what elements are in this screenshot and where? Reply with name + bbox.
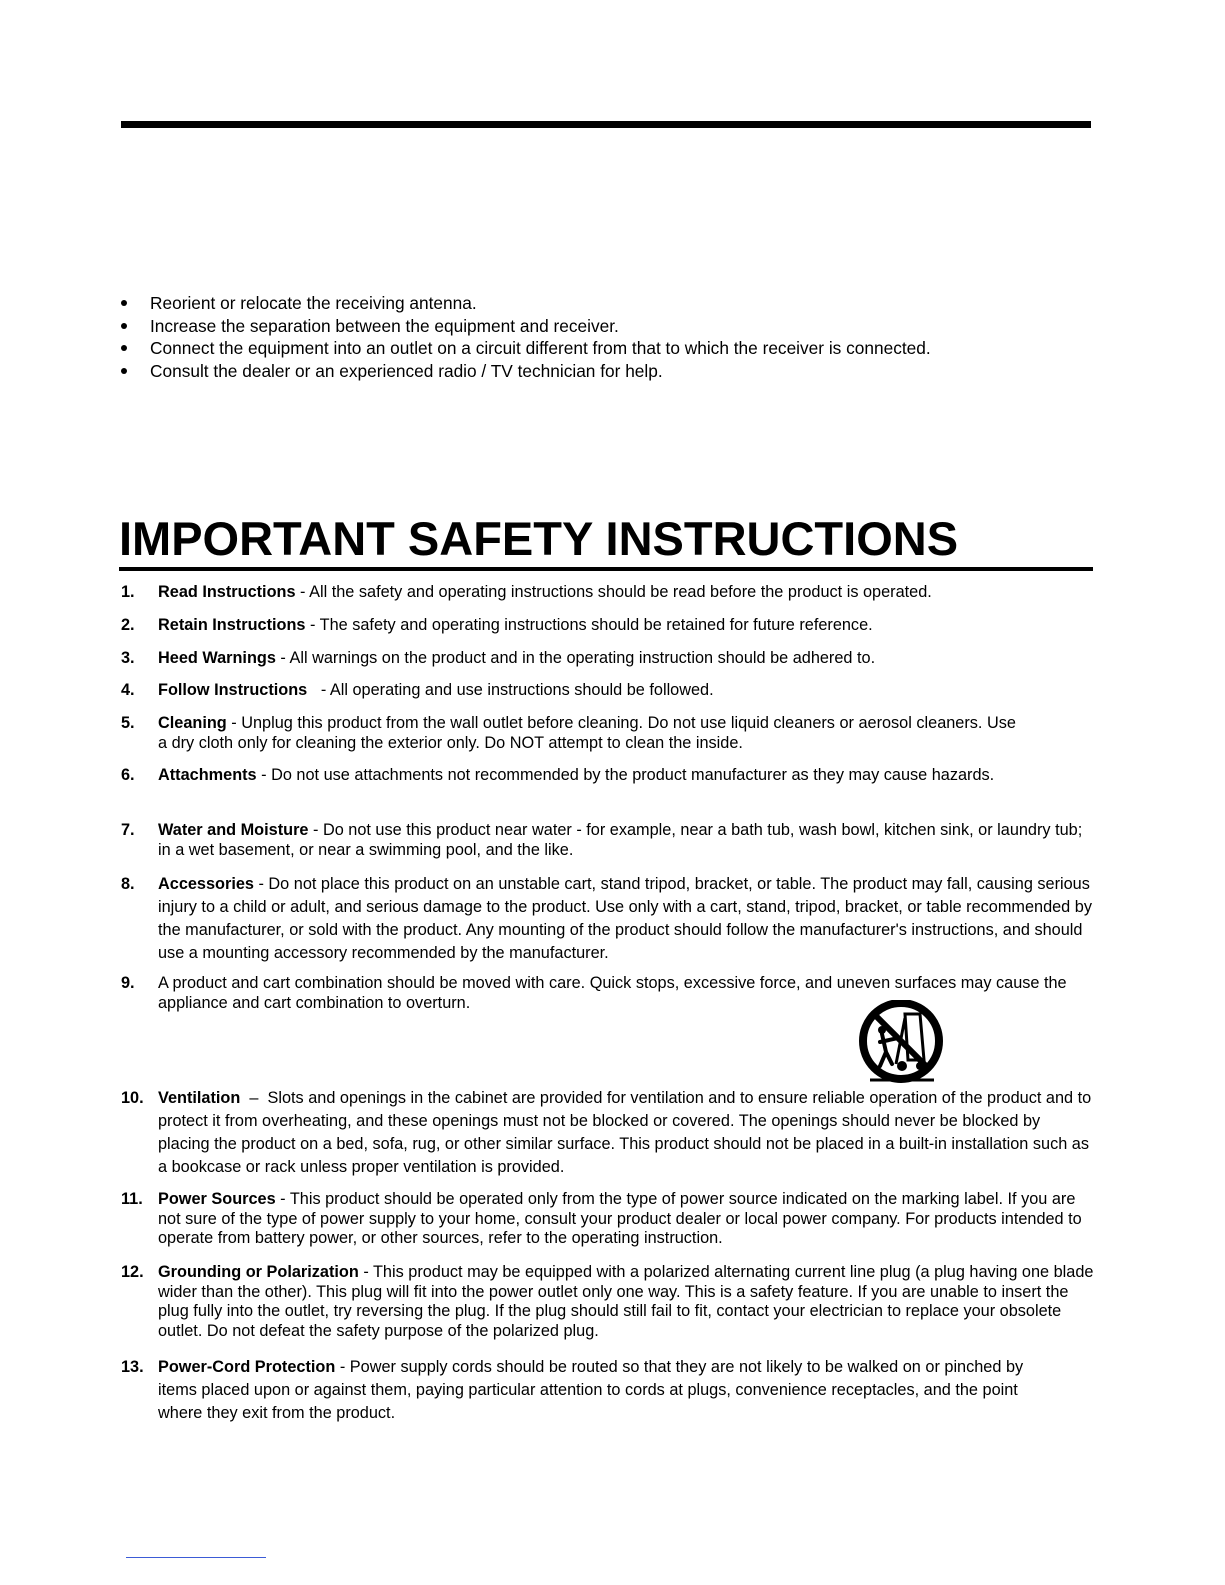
item-text: All the safety and operating instructions should be read before the product is operated. (309, 583, 932, 601)
item-text: Do not use attachments not recommended by the product manufacturer as they may cause hazards. (271, 766, 995, 784)
tip-text: Connect the equipment into an outlet on a circuit different from that to which the receiver is connected. (150, 338, 931, 359)
item-term: Heed Warnings (158, 649, 276, 667)
bullet-icon (121, 323, 127, 329)
item-term: Accessories (158, 875, 254, 893)
list-item (121, 337, 1121, 360)
item-text: Power supply cords should be routed so that they are not likely to be walked on or pinched by items placed upon or against them, paying particular attention to cords at plugs, convenience receptacles, and the point where they exit from the product. (158, 1358, 1024, 1422)
item-number: 13. (121, 1358, 144, 1376)
item-text: A product and cart combination should be moved with care. Quick stops, excessive force, and uneven surfaces may cause the appliance and cart combination to overturn. (158, 974, 1067, 1012)
item-sep: - (275, 649, 290, 667)
item-sep: - (275, 1190, 290, 1208)
item-sep: - (295, 583, 310, 601)
instruction-item (121, 820, 1096, 860)
bullet-icon (121, 368, 127, 374)
item-number: 3. (121, 649, 135, 667)
instruction-item (121, 873, 1096, 965)
item-sep: - (335, 1358, 350, 1376)
tip-text: Consult the dealer or an experienced radio / TV technician for help. (150, 361, 663, 382)
list-item (121, 315, 1121, 338)
item-term: Power-Cord Protection (158, 1358, 336, 1376)
instruction-item (121, 1356, 1096, 1425)
instruction-item (121, 648, 1096, 668)
item-sep: - (307, 681, 330, 699)
item-text: All operating and use instructions should be followed. (329, 681, 714, 699)
item-text: All warnings on the product and in the operating instruction should be adhered to. (289, 649, 876, 667)
item-text: Unplug this product from the wall outlet before cleaning. Do not use liquid cleaners or aerosol cleaners. Use a dry cloth only for cleaning the exterior only. Do NOT attempt to clean the inside. (158, 714, 1016, 752)
item-term: Follow Instructions (158, 681, 308, 699)
item-term: Cleaning (158, 714, 227, 732)
item-term: Grounding or Polarization (158, 1263, 359, 1281)
item-text: The safety and operating instructions should be retained for future reference. (319, 616, 873, 634)
item-term: Ventilation (158, 1089, 241, 1107)
instruction-item (121, 615, 1096, 635)
item-text: This product should be operated only from the type of power source indicated on the marking label. If you are not sure of the type of power supply to your home, consult your product dealer or local power company. For products intended to operate from battery power, or other sources, refer to the operating instruction. (158, 1190, 1082, 1247)
tip-text: Reorient or relocate the receiving antenna. (150, 293, 477, 313)
item-sep: - (253, 875, 269, 893)
item-text: Slots and openings in the cabinet are provided for ventilation and to ensure reliable operation of the product and to protect it from overheating, and these openings must not be blocked or covered. The openings should never be blocked by placing the product on a bed, sofa, rug, or other similar surface. This product should not be placed in a built-in installation such as a bookcase or rack unless proper ventilation is provided. (158, 1089, 1092, 1176)
item-number: 7. (121, 821, 135, 839)
page-title: IMPORTANT SAFETY INSTRUCTIONS (119, 511, 1093, 571)
instruction-item (121, 973, 1096, 1013)
item-number: 2. (121, 616, 135, 634)
item-number: 8. (121, 875, 135, 893)
instruction-item (121, 1087, 1096, 1179)
top-rule (121, 121, 1091, 128)
list-item (121, 360, 1121, 383)
item-number: 6. (121, 766, 135, 784)
instruction-item (121, 582, 1096, 602)
list-item (121, 292, 1121, 315)
item-text: Do not place this product on an unstable cart, stand tripod, bracket, or table. The product may fall, causing serious injury to a child or adult, and serious damage to the product. Use only with a cart, stand, tripod, bracket, or table recommended by the manufacturer, or sold with the product. Any mounting of the product should follow the manufacturer's instructions, and should use a mounting accessory recommended by the manufacturer. (158, 875, 1092, 962)
bullet-icon (121, 300, 127, 306)
instruction-item (121, 765, 1096, 785)
item-number: 1. (121, 583, 135, 601)
item-sep: - (256, 766, 272, 784)
bullet-icon (121, 345, 127, 351)
item-term: Power Sources (158, 1190, 276, 1208)
item-number: 10. (121, 1089, 144, 1107)
item-term: Read Instructions (158, 583, 296, 601)
instruction-item (121, 713, 1096, 753)
item-term: Retain Instructions (158, 616, 306, 634)
item-sep: - (358, 1263, 373, 1281)
instruction-item (121, 1190, 1096, 1249)
item-text: Do not use this product near water - for example, near a bath tub, wash bowl, kitchen sink, or laundry tub; in a wet basement, or near a swimming pool, and the like. (158, 821, 1083, 859)
item-number: 11. (121, 1190, 143, 1208)
item-term: Attachments (158, 766, 257, 784)
item-number: 9. (121, 974, 135, 992)
item-number: 4. (121, 681, 135, 699)
item-term: Water and Moisture (158, 821, 309, 839)
portable-cart-warning-icon (858, 1000, 944, 1084)
tip-text: Increase the separation between the equipment and receiver. (150, 315, 619, 336)
bottom-link-underline (126, 1557, 266, 1558)
item-sep: - (308, 821, 323, 839)
item-sep: – (240, 1089, 268, 1107)
interference-tips-list (121, 292, 1121, 383)
item-number: 12. (121, 1263, 144, 1281)
item-number: 5. (121, 714, 135, 732)
item-text: This product may be equipped with a polarized alternating current line plug (a plug having one blade wider than the other). This plug will fit into the power outlet only one way. This is a safety feature. If you are unable to insert the plug fully into the outlet, try reversing the plug. If the plug should still fail to fit, contact your electrician to replace your obsolete outlet. Do not defeat the safety purpose of the polarized plug. (158, 1263, 1094, 1340)
item-sep: - (226, 714, 242, 732)
item-sep: - (305, 616, 320, 634)
instruction-item (121, 1263, 1096, 1341)
instruction-item (121, 680, 1096, 700)
